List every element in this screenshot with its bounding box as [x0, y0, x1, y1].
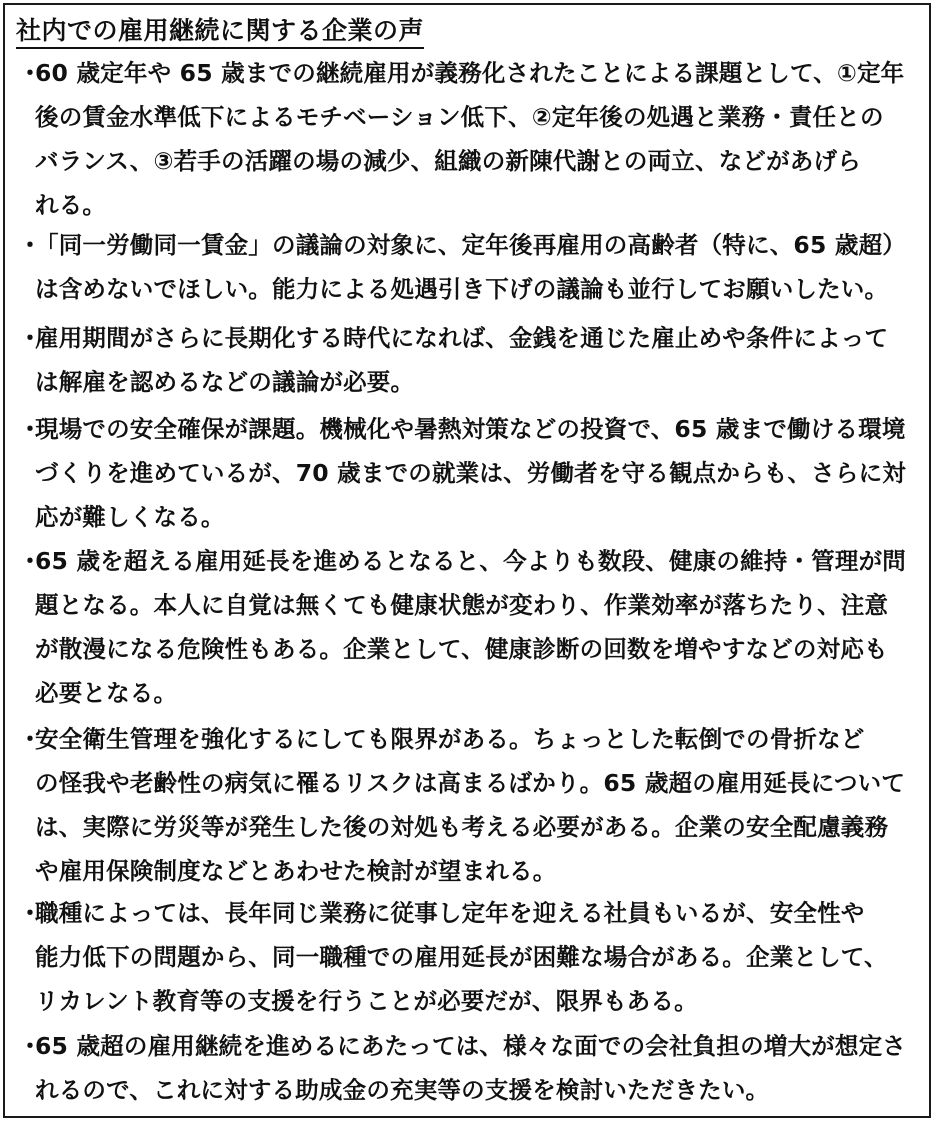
comment-line: 必要となる。: [35, 679, 178, 707]
comment-line: は含めないでほしい。能力による処遇引き下げの議論も並行してお願いしたい。: [35, 275, 889, 303]
bullet-mark: ・: [18, 899, 42, 927]
box-title: 社内での雇用継続に関する企業の声: [16, 15, 424, 49]
bullet-mark: ・: [18, 59, 42, 87]
comment-line: 現場での安全確保が課題。機械化や暑熱対策などの投資で、65 歳まで働ける環境: [35, 415, 906, 443]
comment-line: れるので、これに対する助成金の充実等の支援を検討いただきたい。: [35, 1076, 770, 1104]
comment-line: 60 歳定年や 65 歳までの継続雇用が義務化されたことによる課題として、①定年: [35, 59, 905, 87]
comment-line: 職種によっては、長年同じ業務に従事し定年を迎える社員もいるが、安全性や: [35, 899, 865, 927]
comment-line: は解雇を認めるなどの議論が必要。: [35, 368, 415, 396]
comment-line: 題となる。本人に自覚は無くても健康状態が変わり、作業効率が落ちたり、注意: [35, 591, 889, 619]
bullet-mark: ・: [18, 324, 42, 352]
comment-line: や雇用保険制度などとあわせた検討が望まれる。: [35, 857, 557, 885]
comment-line: 「同一労働同一賃金」の議論の対象に、定年後再雇用の高齢者（特に、65 歳超）: [35, 231, 906, 259]
comment-line: 後の賃金水準低下によるモチベーション低下、②定年後の処遇と業務・責任との: [35, 103, 884, 131]
comment-line: バランス、③若手の活躍の場の減少、組織の新陳代謝との両立、などがあげら: [35, 147, 861, 175]
comment-line: 65 歳を超える雇用延長を進めるとなると、今よりも数段、健康の維持・管理が問: [35, 547, 906, 575]
comment-line: の怪我や老齢性の病気に罹るリスクは高まるばかり。65 歳超の雇用延長について: [35, 769, 906, 797]
comment-line: れる。: [35, 191, 107, 219]
bullet-mark: ・: [18, 1032, 42, 1060]
comments-box: [3, 3, 931, 1118]
comment-line: 安全衛生管理を強化するにしても限界がある。ちょっとした転倒での骨折など: [35, 725, 865, 753]
comment-line: 能力低下の問題から、同一職種での雇用延長が困難な場合がある。企業として、: [35, 943, 888, 971]
comment-line: 応が難しくなる。: [35, 503, 225, 531]
bullet-mark: ・: [18, 725, 42, 753]
comment-line: 雇用期間がさらに長期化する時代になれば、金銭を通じた雇止めや条件によって: [35, 324, 889, 352]
comment-line: が散漫になる危険性もある。企業として、健康診断の回数を増やすなどの対応も: [35, 635, 888, 663]
comment-line: リカレント教育等の支援を行うことが必要だが、限界もある。: [35, 987, 698, 1015]
comment-line: は、実際に労災等が発生した後の対処も考える必要がある。企業の安全配慮義務: [35, 813, 889, 841]
bullet-mark: ・: [18, 231, 42, 259]
bullet-mark: ・: [18, 415, 42, 443]
comment-line: 65 歳超の雇用継続を進めるにあたっては、様々な面での会社負担の増大が想定さ: [35, 1032, 906, 1060]
bullet-mark: ・: [18, 547, 42, 575]
comment-line: づくりを進めているが、70 歳までの就業は、労働者を守る観点からも、さらに対: [35, 459, 906, 487]
